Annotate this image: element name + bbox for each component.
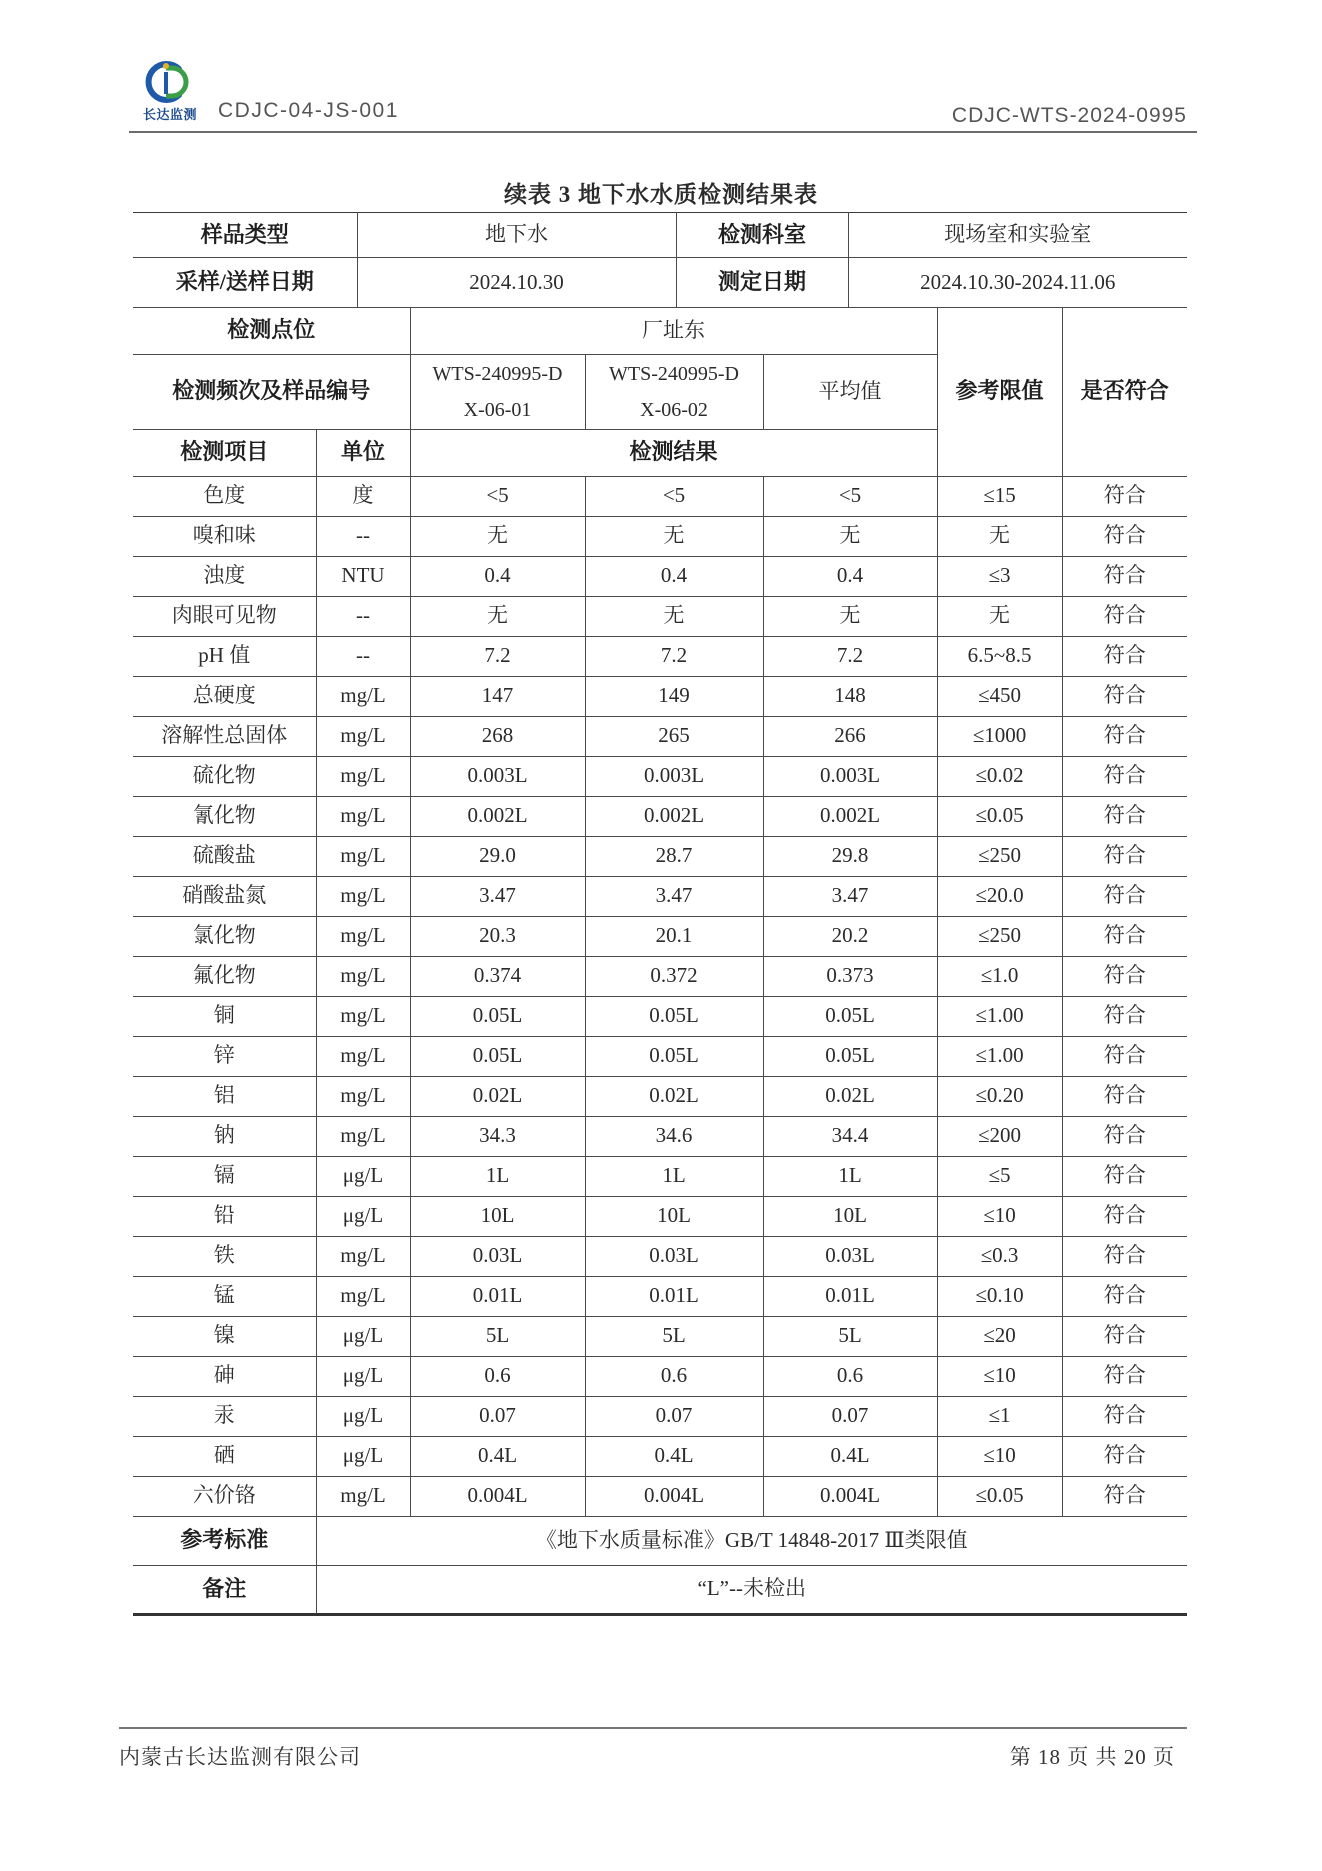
result-row [133, 636, 1187, 676]
unit-cell: mg/L [316, 676, 410, 716]
unit-cell: NTU [316, 556, 410, 596]
sample-type-row [133, 213, 1187, 258]
unit-cell: -- [316, 636, 410, 676]
limit-cell: ≤20 [937, 1316, 1062, 1356]
compliance-cell: 符合 [1062, 1276, 1187, 1316]
result-row [133, 556, 1187, 596]
result-row [133, 956, 1187, 996]
limit-cell: ≤0.3 [937, 1236, 1062, 1276]
result-1-cell: 1L [410, 1156, 585, 1196]
average-cell: 7.2 [763, 636, 937, 676]
limit-cell: ≤0.10 [937, 1276, 1062, 1316]
limit-cell: ≤450 [937, 676, 1062, 716]
result-row [133, 1276, 1187, 1316]
sample-id-1 [410, 354, 585, 429]
document-code: CDJC-04-JS-001 [218, 99, 399, 122]
result-row [133, 1396, 1187, 1436]
result-row [133, 476, 1187, 516]
results-table-head [133, 307, 1187, 476]
average-cell: 0.03L [763, 1236, 937, 1276]
remark-row [133, 1565, 1187, 1614]
result-1-cell: 20.3 [410, 916, 585, 956]
result-2-cell: 7.2 [585, 636, 763, 676]
item-cell: 铅 [133, 1196, 316, 1236]
limit-cell: ≤0.05 [937, 796, 1062, 836]
result-2-cell: 0.4L [585, 1436, 763, 1476]
compliance-cell: 符合 [1062, 996, 1187, 1036]
result-row [133, 1036, 1187, 1076]
result-2-cell: 0.002L [585, 796, 763, 836]
result-row [133, 916, 1187, 956]
result-1-cell: 0.002L [410, 796, 585, 836]
item-cell: 色度 [133, 476, 316, 516]
unit-cell: -- [316, 596, 410, 636]
result-row [133, 516, 1187, 556]
compliance-cell: 符合 [1062, 1436, 1187, 1476]
limit-cell: 无 [937, 516, 1062, 556]
item-cell: 铜 [133, 996, 316, 1036]
sample-info-table [133, 212, 1187, 308]
result-2-cell: 0.03L [585, 1236, 763, 1276]
result-1-cell: 7.2 [410, 636, 585, 676]
compliance-cell: 符合 [1062, 476, 1187, 516]
unit-cell: mg/L [316, 1076, 410, 1116]
unit-header: 单位 [316, 429, 410, 476]
sample-type-label: 样品类型 [133, 213, 357, 258]
result-2-cell: 3.47 [585, 876, 763, 916]
average-cell: 3.47 [763, 876, 937, 916]
limit-cell: ≤0.05 [937, 1476, 1062, 1516]
average-cell: 20.2 [763, 916, 937, 956]
result-row [133, 1356, 1187, 1396]
unit-cell: mg/L [316, 996, 410, 1036]
unit-cell: mg/L [316, 1276, 410, 1316]
compliance-cell: 符合 [1062, 876, 1187, 916]
result-row [133, 796, 1187, 836]
average-cell: 34.4 [763, 1116, 937, 1156]
result-2-cell: 0.01L [585, 1276, 763, 1316]
limit-cell: ≤0.20 [937, 1076, 1062, 1116]
unit-cell: mg/L [316, 756, 410, 796]
sampling-date-value: 2024.10.30 [357, 258, 676, 308]
limit-cell: ≤1 [937, 1396, 1062, 1436]
date-row [133, 258, 1187, 308]
average-cell: 无 [763, 596, 937, 636]
logo-text: 长达监测 [142, 107, 197, 122]
measure-date-label: 测定日期 [676, 258, 848, 308]
compliance-cell: 符合 [1062, 1236, 1187, 1276]
compliance-cell: 符合 [1062, 1476, 1187, 1516]
result-2-cell: 0.05L [585, 996, 763, 1036]
item-cell: 砷 [133, 1356, 316, 1396]
average-cell: 0.373 [763, 956, 937, 996]
results-table [133, 307, 1187, 1616]
ref-standard-row [133, 1516, 1187, 1565]
compliance-cell: 符合 [1062, 956, 1187, 996]
footer-company: 内蒙古长达监测有限公司 [119, 1745, 361, 1769]
limit-cell: ≤200 [937, 1116, 1062, 1156]
unit-cell: mg/L [316, 1036, 410, 1076]
unit-cell: mg/L [316, 716, 410, 756]
result-row [133, 1156, 1187, 1196]
table-title: 续表 3 地下水水质检测结果表 [504, 182, 818, 207]
compliance-cell: 符合 [1062, 1356, 1187, 1396]
limit-cell: ≤3 [937, 556, 1062, 596]
compliance-cell: 符合 [1062, 596, 1187, 636]
compliance-cell: 符合 [1062, 1076, 1187, 1116]
lab-value: 现场室和实验室 [848, 213, 1187, 258]
item-cell: 浊度 [133, 556, 316, 596]
limit-cell: ≤1.00 [937, 1036, 1062, 1076]
average-cell: 0.4 [763, 556, 937, 596]
result-header: 检测结果 [410, 429, 937, 476]
logo-mark-icon [139, 60, 201, 104]
unit-cell: μg/L [316, 1356, 410, 1396]
compliance-header: 是否符合 [1062, 307, 1187, 476]
limit-cell: ≤15 [937, 476, 1062, 516]
average-cell: 0.6 [763, 1356, 937, 1396]
result-2-cell: 34.6 [585, 1116, 763, 1156]
result-1-cell: 0.02L [410, 1076, 585, 1116]
sample-id-2 [585, 354, 763, 429]
item-cell: 锌 [133, 1036, 316, 1076]
result-2-cell: 20.1 [585, 916, 763, 956]
unit-cell: μg/L [316, 1316, 410, 1356]
result-row [133, 596, 1187, 636]
compliance-cell: 符合 [1062, 796, 1187, 836]
unit-cell: mg/L [316, 1476, 410, 1516]
sample-id-1-line2: X-06-01 [463, 398, 532, 421]
limit-cell: ≤1.0 [937, 956, 1062, 996]
average-cell: 0.01L [763, 1276, 937, 1316]
compliance-cell: 符合 [1062, 636, 1187, 676]
frequency-label: 检测频次及样品编号 [133, 354, 410, 429]
result-row [133, 1116, 1187, 1156]
average-cell: 0.004L [763, 1476, 937, 1516]
site-row [133, 307, 1187, 354]
compliance-cell: 符合 [1062, 716, 1187, 756]
limit-cell: ≤10 [937, 1356, 1062, 1396]
item-cell: 氟化物 [133, 956, 316, 996]
unit-cell: mg/L [316, 916, 410, 956]
result-1-cell: 无 [410, 596, 585, 636]
compliance-cell: 符合 [1062, 556, 1187, 596]
limit-cell: ≤1.00 [937, 996, 1062, 1036]
limit-cell: ≤1000 [937, 716, 1062, 756]
item-cell: 氯化物 [133, 916, 316, 956]
unit-cell: μg/L [316, 1156, 410, 1196]
compliance-cell: 符合 [1062, 1036, 1187, 1076]
compliance-cell: 符合 [1062, 676, 1187, 716]
sampling-date-label: 采样/送样日期 [133, 258, 357, 308]
item-cell: 六价铬 [133, 1476, 316, 1516]
result-row [133, 836, 1187, 876]
sample-id-2-line2: X-06-02 [640, 398, 708, 421]
lab-label: 检测科室 [676, 213, 848, 258]
item-cell: 总硬度 [133, 676, 316, 716]
compliance-cell: 符合 [1062, 756, 1187, 796]
item-cell: 镍 [133, 1316, 316, 1356]
limit-cell: ≤0.02 [937, 756, 1062, 796]
item-cell: 硫酸盐 [133, 836, 316, 876]
result-1-cell: 5L [410, 1316, 585, 1356]
item-cell: 钠 [133, 1116, 316, 1156]
result-2-cell: 265 [585, 716, 763, 756]
result-1-cell: 0.4 [410, 556, 585, 596]
result-2-cell: 无 [585, 516, 763, 556]
unit-cell: 度 [316, 476, 410, 516]
average-cell: <5 [763, 476, 937, 516]
result-2-cell: 0.6 [585, 1356, 763, 1396]
result-1-cell: 0.05L [410, 996, 585, 1036]
compliance-cell: 符合 [1062, 1156, 1187, 1196]
average-cell: 29.8 [763, 836, 937, 876]
result-1-cell: 34.3 [410, 1116, 585, 1156]
sample-type-value: 地下水 [357, 213, 676, 258]
result-1-cell: 0.6 [410, 1356, 585, 1396]
remark-label: 备注 [133, 1565, 316, 1614]
limit-cell: ≤10 [937, 1196, 1062, 1236]
result-row [133, 1476, 1187, 1516]
average-cell: 266 [763, 716, 937, 756]
ref-standard-value: 《地下水质量标准》GB/T 14848-2017 Ⅲ类限值 [316, 1516, 1187, 1565]
result-row [133, 1196, 1187, 1236]
item-cell: 肉眼可见物 [133, 596, 316, 636]
footer-divider [119, 1727, 1187, 1729]
result-1-cell: 3.47 [410, 876, 585, 916]
unit-cell: μg/L [316, 1396, 410, 1436]
result-2-cell: 0.004L [585, 1476, 763, 1516]
limit-header: 参考限值 [937, 307, 1062, 476]
result-2-cell: 0.4 [585, 556, 763, 596]
item-cell: pH 值 [133, 636, 316, 676]
average-cell: 0.05L [763, 1036, 937, 1076]
result-2-cell: 28.7 [585, 836, 763, 876]
unit-cell: mg/L [316, 956, 410, 996]
unit-cell: -- [316, 516, 410, 556]
average-cell: 0.003L [763, 756, 937, 796]
result-row [133, 756, 1187, 796]
average-cell: 148 [763, 676, 937, 716]
average-cell: 5L [763, 1316, 937, 1356]
item-cell: 嗅和味 [133, 516, 316, 556]
average-cell: 0.05L [763, 996, 937, 1036]
result-1-cell: 0.003L [410, 756, 585, 796]
result-1-cell: 29.0 [410, 836, 585, 876]
unit-cell: mg/L [316, 836, 410, 876]
unit-cell: mg/L [316, 876, 410, 916]
result-2-cell: 1L [585, 1156, 763, 1196]
limit-cell: ≤20.0 [937, 876, 1062, 916]
result-1-cell: 0.4L [410, 1436, 585, 1476]
item-cell: 硝酸盐氮 [133, 876, 316, 916]
result-row [133, 1076, 1187, 1116]
item-cell: 镉 [133, 1156, 316, 1196]
result-row [133, 1236, 1187, 1276]
compliance-cell: 符合 [1062, 1116, 1187, 1156]
average-header: 平均值 [763, 354, 937, 429]
average-cell: 1L [763, 1156, 937, 1196]
result-2-cell: 0.02L [585, 1076, 763, 1116]
item-cell: 溶解性总固体 [133, 716, 316, 756]
results-table-foot [133, 1516, 1187, 1614]
result-1-cell: 147 [410, 676, 585, 716]
item-cell: 硒 [133, 1436, 316, 1476]
unit-cell: μg/L [316, 1196, 410, 1236]
compliance-cell: 符合 [1062, 836, 1187, 876]
unit-cell: mg/L [316, 1116, 410, 1156]
results-table-body [133, 476, 1187, 1516]
header-divider [129, 131, 1197, 133]
unit-cell: mg/L [316, 1236, 410, 1276]
ref-standard-label: 参考标准 [133, 1516, 316, 1565]
result-1-cell: 0.05L [410, 1036, 585, 1076]
result-1-cell: 10L [410, 1196, 585, 1236]
result-1-cell: 0.374 [410, 956, 585, 996]
remark-value: “L”--未检出 [316, 1565, 1187, 1614]
result-1-cell: 0.01L [410, 1276, 585, 1316]
result-2-cell: 10L [585, 1196, 763, 1236]
result-row [133, 716, 1187, 756]
site-label: 检测点位 [133, 307, 410, 354]
result-1-cell: 0.07 [410, 1396, 585, 1436]
result-1-cell: 268 [410, 716, 585, 756]
item-cell: 硫化物 [133, 756, 316, 796]
limit-cell: ≤10 [937, 1436, 1062, 1476]
item-header: 检测项目 [133, 429, 316, 476]
compliance-cell: 符合 [1062, 516, 1187, 556]
compliance-cell: 符合 [1062, 1316, 1187, 1356]
compliance-cell: 符合 [1062, 916, 1187, 956]
result-row [133, 676, 1187, 716]
result-1-cell: 0.03L [410, 1236, 585, 1276]
average-cell: 10L [763, 1196, 937, 1236]
result-1-cell: 无 [410, 516, 585, 556]
result-2-cell: 5L [585, 1316, 763, 1356]
compliance-cell: 符合 [1062, 1196, 1187, 1236]
result-2-cell: 0.003L [585, 756, 763, 796]
result-1-cell: 0.004L [410, 1476, 585, 1516]
measure-date-value: 2024.10.30-2024.11.06 [848, 258, 1187, 308]
result-2-cell: 0.372 [585, 956, 763, 996]
site-value: 厂址东 [410, 307, 937, 354]
report-number: CDJC-WTS-2024-0995 [951, 104, 1187, 127]
average-cell: 0.02L [763, 1076, 937, 1116]
result-2-cell: 0.05L [585, 1036, 763, 1076]
result-2-cell: 149 [585, 676, 763, 716]
result-row [133, 1316, 1187, 1356]
compliance-cell: 符合 [1062, 1396, 1187, 1436]
item-cell: 铁 [133, 1236, 316, 1276]
limit-cell: 6.5~8.5 [937, 636, 1062, 676]
result-1-cell: <5 [410, 476, 585, 516]
unit-cell: mg/L [316, 796, 410, 836]
result-2-cell: 无 [585, 596, 763, 636]
sample-id-1-line1: WTS-240995-D [432, 362, 563, 385]
page-number: 第 18 页 共 20 页 [1009, 1745, 1175, 1769]
average-cell: 0.07 [763, 1396, 937, 1436]
item-cell: 锰 [133, 1276, 316, 1316]
result-2-cell: <5 [585, 476, 763, 516]
result-row [133, 876, 1187, 916]
result-2-cell: 0.07 [585, 1396, 763, 1436]
unit-cell: μg/L [316, 1436, 410, 1476]
average-cell: 0.4L [763, 1436, 937, 1476]
sample-id-2-line1: WTS-240995-D [609, 362, 739, 385]
limit-cell: ≤250 [937, 836, 1062, 876]
average-cell: 0.002L [763, 796, 937, 836]
limit-cell: ≤250 [937, 916, 1062, 956]
limit-cell: 无 [937, 596, 1062, 636]
item-cell: 汞 [133, 1396, 316, 1436]
company-logo [135, 60, 205, 122]
item-cell: 铝 [133, 1076, 316, 1116]
average-cell: 无 [763, 516, 937, 556]
result-row [133, 1436, 1187, 1476]
limit-cell: ≤5 [937, 1156, 1062, 1196]
item-cell: 氰化物 [133, 796, 316, 836]
result-row [133, 996, 1187, 1036]
